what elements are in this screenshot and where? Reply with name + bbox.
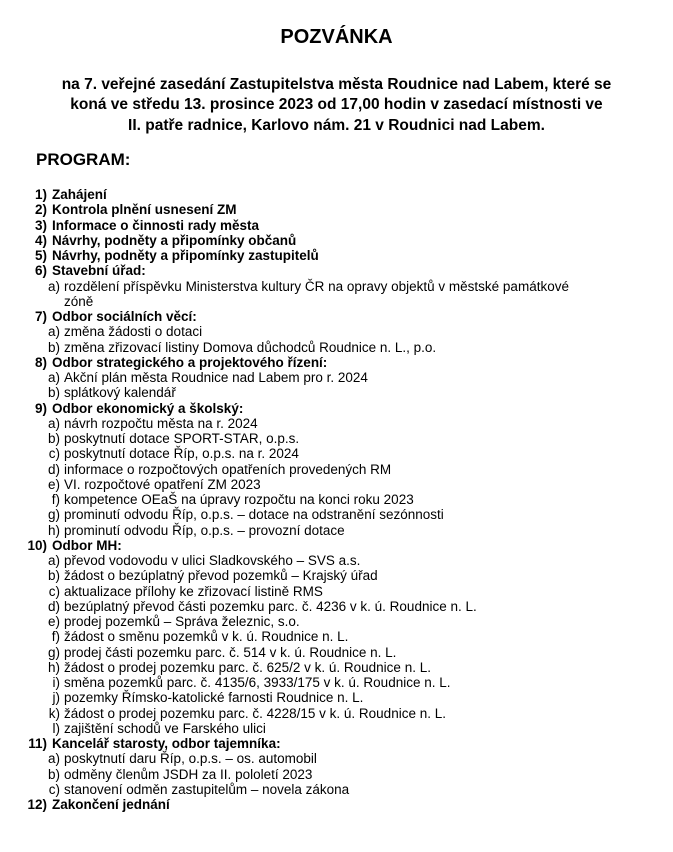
subitem-text: změna zřizovací listiny Domova důchodců Roudnice n. L., p.o. [64,339,437,355]
subitem-text: prominutí odvodu Říp, o.p.s. – dotace na odstranění sezónnosti [64,507,444,523]
subitem-text: žádost o bezúplatný převod pozemků – Krajský úřad [64,568,378,584]
item-title: Odbor strategického a projektového řízení: [52,354,328,370]
subitem-letter: a) [47,751,60,767]
subitem-letter: j) [52,690,60,706]
subitem-text: Akční plán města Roudnice nad Labem pro r. 2024 [64,370,368,386]
subitem-letter: l) [52,720,60,736]
item-title: Zahájení [52,187,107,203]
item-number: 12) [27,797,47,813]
program-heading: PROGRAM: [36,150,131,170]
program-subitem [0,721,673,736]
subitem-letter: a) [47,370,60,386]
program-item [0,736,673,751]
program-subitem [0,706,673,721]
subitem-letter: g) [47,507,60,523]
item-title: Odbor MH: [52,537,122,553]
program-subitem [0,370,673,385]
document-title: POZVÁNKA [280,26,393,48]
subitem-text: stanovení odměn zastupitelům – novela zákona [64,781,350,797]
subitem-letter: h) [47,659,60,675]
program-subitem [0,385,673,400]
subitem-text: informace o rozpočtových opatřeních provedených RM [64,461,392,477]
item-title: Informace o činnosti rady města [52,217,260,233]
subitem-text: žádost o prodej pozemku parc. č. 4228/15 v k. ú. Roudnice n. L. [64,705,446,721]
item-number: 6) [34,263,47,279]
subitem-letter: f) [51,629,60,645]
subitem-letter: g) [47,644,60,660]
subitem-letter: a) [47,415,60,431]
program-subitem [0,614,673,629]
subitem-text: pozemky Římsko-katolické farnosti Roudnice n. L. [64,690,364,706]
subitem-letter: d) [47,598,60,614]
subitem-letter: f) [51,492,60,508]
subitem-letter: c) [48,781,60,797]
program-subitem [0,599,673,614]
subitem-text: převod vodovodu v ulici Sladkovského – SVS a.s. [64,553,361,569]
item-title: Návrhy, podněty a připomínky zastupitelů [52,248,319,264]
item-number: 10) [27,537,47,553]
subitem-letter: c) [48,583,60,599]
subitem-text: návrh rozpočtu města na r. 2024 [64,415,258,431]
program-item [0,401,673,416]
subitem-text: aktualizace přílohy ke zřizovací listině RMS [64,583,323,599]
item-number: 8) [34,354,47,370]
program-item [0,797,673,812]
subitem-text: rozdělení příspěvku Ministerstva kultury ČR na opravy objektů v městské památkové zóně [64,278,569,309]
subitem-text: zajištění schodů ve Farského ulici [64,720,266,736]
subitem-text: prodej části pozemku parc. č. 514 v k. ú. Roudnice n. L. [64,644,397,660]
subitem-letter: b) [47,385,60,401]
program-subitem [0,660,673,675]
subitem-letter: e) [47,614,60,630]
subitem-letter: i) [52,675,60,691]
program-subitem [0,645,673,660]
subitem-text: změna žádosti o dotaci [64,324,203,340]
subitem-text: směna pozemků parc. č. 4135/6, 3933/175 v k. ú. Roudnice n. L. [64,675,451,691]
program-subitem [0,416,673,431]
item-number: 9) [34,400,47,416]
program-item [0,309,673,324]
subitem-text: kompetence OEaŠ na úpravy rozpočtu na konci roku 2023 [64,492,414,508]
program-subitem [0,462,673,477]
item-title: Návrhy, podněty a připomínky občanů [52,232,297,248]
intro-line-2: koná ve středu 13. prosince 2023 od 17,00 hodin v zasedací místnosti ve [70,96,603,114]
subitem-letter: b) [47,339,60,355]
intro-line-1: na 7. veřejné zasedání Zastupitelstva města Roudnice nad Labem, které se [61,76,612,93]
program-subitem [0,690,673,705]
subitem-text: žádost o směnu pozemků v k. ú. Roudnice n. L. [64,629,349,645]
program-item [0,538,673,553]
program-subitem [0,340,673,355]
item-number: 2) [34,202,47,218]
program-subitem [0,782,673,797]
subitem-letter: b) [47,431,60,447]
program-subitem [0,767,673,782]
program-subitem [0,629,673,644]
program-item [0,263,673,278]
program-item [0,355,673,370]
item-number: 11) [28,736,47,752]
program-subitem [0,751,673,766]
program-subitem [0,477,673,492]
subitem-letter: d) [47,461,60,477]
item-number: 3) [34,217,47,233]
subitem-letter: a) [47,553,60,569]
subitem-text: splátkový kalendář [64,385,176,401]
subitem-letter: a) [47,278,60,294]
subitem-text: poskytnutí daru Říp, o.p.s. – os. automobil [64,751,317,767]
subitem-text: poskytnutí dotace Říp, o.p.s. na r. 2024 [64,446,299,462]
subitem-letter: h) [47,522,60,538]
item-number: 1) [34,187,47,203]
item-title: Kancelář starosty, odbor tajemníka: [52,736,281,752]
subitem-text: poskytnutí dotace SPORT-STAR, o.p.s. [64,431,300,447]
item-title: Zakončení jednání [52,797,170,813]
program-subitem [0,553,673,568]
item-number: 4) [34,232,47,248]
program-subitem [0,523,673,538]
subitem-text: bezúplatný převod části pozemku parc. č. 4236 v k. ú. Roudnice n. L. [64,598,477,614]
program-list [0,187,673,812]
program-item [0,218,673,233]
subitem-text: prominutí odvodu Říp, o.p.s. – provozní dotace [64,522,345,538]
program-item [0,233,673,248]
subitem-letter: b) [47,568,60,584]
item-title: Odbor ekonomický a školský: [52,400,244,416]
program-subitem [0,584,673,599]
subitem-letter: a) [47,324,60,340]
subitem-text: prodej pozemků – Správa železnic, s.o. [64,614,300,630]
item-title: Odbor sociálních věcí: [52,309,197,325]
subitem-letter: e) [47,476,60,492]
subitem-text: odměny členům JSDH za II. pololetí 2023 [64,766,313,782]
program-subitem [0,279,673,310]
item-number: 5) [34,248,47,264]
program-subitem [0,492,673,507]
program-item [0,248,673,263]
program-subitem [0,507,673,522]
program-item [0,187,673,202]
program-subitem [0,431,673,446]
item-number: 7) [34,309,47,325]
subitem-text: žádost o prodej pozemku parc. č. 625/2 v k. ú. Roudnice n. L. [64,659,431,675]
subitem-letter: k) [48,705,60,721]
program-item [0,202,673,217]
item-title: Stavební úřad: [52,263,146,279]
program-subitem [0,446,673,461]
subitem-letter: c) [48,446,60,462]
intro-line-3: II. patře radnice, Karlovo nám. 21 v Roudnici nad Labem. [128,116,545,134]
intro-paragraph [0,75,673,136]
program-subitem [0,568,673,583]
item-title: Kontrola plnění usnesení ZM [52,202,237,218]
subitem-text: VI. rozpočtové opatření ZM 2023 [64,476,261,492]
program-subitem [0,324,673,339]
program-subitem [0,675,673,690]
subitem-letter: b) [47,766,60,782]
